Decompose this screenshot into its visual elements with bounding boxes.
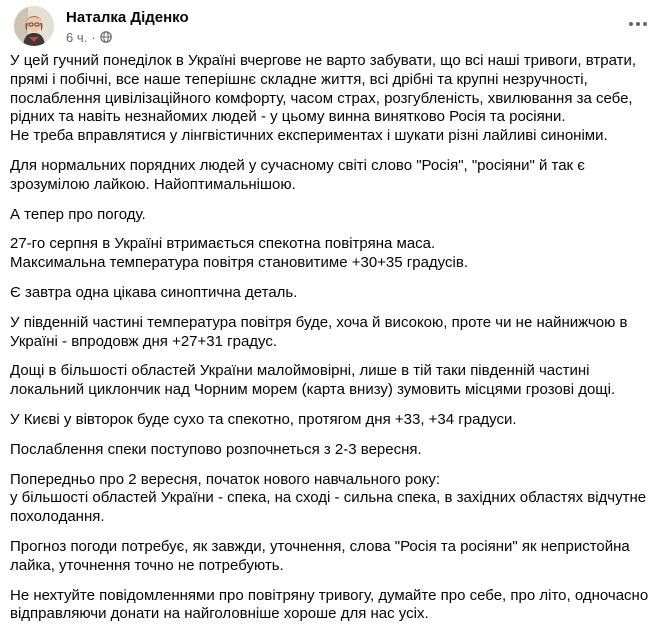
globe-icon[interactable] bbox=[100, 31, 112, 43]
post-text bbox=[10, 52, 658, 635]
paragraph bbox=[10, 538, 658, 576]
text-line: Попередньо про 2 вересня, початок нового навчального року: bbox=[10, 470, 441, 488]
text-line: Не треба вправлятися у лінгвістичних експериментах і шукати різні лайливі синоніми. bbox=[10, 127, 608, 145]
text-line: Україні - впродовж дня +27+31 градус. bbox=[10, 332, 278, 350]
paragraph bbox=[10, 157, 658, 195]
avatar[interactable] bbox=[14, 6, 54, 46]
paragraph bbox=[10, 411, 658, 430]
text-line: Є завтра одна цікава синоптична деталь. bbox=[10, 283, 298, 301]
text-line: рідних та навіть незнайомих людей - у цьому винна винятково Росія та росіяни. bbox=[10, 108, 566, 126]
text-line: похолодання. bbox=[10, 508, 105, 526]
text-line: Прогноз погоди потребує, як завжди, уточнення, слова "Росія та росіяни" як непристойна bbox=[10, 537, 630, 555]
paragraph bbox=[10, 314, 658, 352]
text-line: У південній частині температура повітря буде, хоча й високою, проте чи не найнижчою в bbox=[10, 313, 628, 331]
paragraph bbox=[10, 441, 658, 460]
paragraph bbox=[10, 52, 658, 146]
text-line: послаблення цивілізаційного комфорту, часом страх, розгубленість, хвилювання за себе, bbox=[10, 89, 633, 107]
paragraph bbox=[10, 235, 658, 273]
text-line: Не нехтуйте повідомленнями про повітряну тривогу, думайте про себе, про літо, одночасно bbox=[10, 586, 649, 604]
paragraph bbox=[10, 206, 658, 225]
text-line: відправляючи донати на найголовніше хороше для нас усіх. bbox=[10, 605, 429, 623]
more-options-icon[interactable] bbox=[622, 10, 654, 38]
text-line: 27-го серпня в Україні втримається спекотна повітряна маса. bbox=[10, 235, 436, 253]
text-line: локальний циклончик над Чорним морем (карта внизу) зумовить місцями грозові дощі. bbox=[10, 381, 616, 399]
text-line: Послаблення спеки поступово розпочнеться з 2-3 вересня. bbox=[10, 440, 422, 458]
paragraph bbox=[10, 587, 658, 625]
text-line: Максимальна температура повітря становитиме +30+35 градусів. bbox=[10, 254, 468, 272]
paragraph bbox=[10, 362, 658, 400]
post-timestamp[interactable]: 6 ч. bbox=[66, 29, 88, 45]
paragraph bbox=[10, 284, 658, 303]
text-line: У Києві у вівторок буде сухо та спекотно, протягом дня +33, +34 градуси. bbox=[10, 410, 517, 428]
text-line: У цей гучний понеділок в Україні вчергове не варто забувати, що всі наші тривоги, втрати, bbox=[10, 52, 637, 69]
text-line: прямі і побічні, все наше теперішнє складне життя, всі дрібні та крупні незручності, bbox=[10, 70, 588, 88]
meta-separator: · bbox=[91, 29, 96, 45]
text-line: Для нормальних порядних людей у сучасному світі слово "Росія", "росіяни" й так є bbox=[10, 156, 585, 174]
text-line: А тепер про погоду. bbox=[10, 205, 146, 223]
post-header bbox=[14, 6, 654, 46]
author-name[interactable]: Наталка Діденко bbox=[66, 9, 189, 26]
text-line: лайка, уточнення точно не потребують. bbox=[10, 556, 284, 574]
post-meta bbox=[66, 29, 112, 45]
avatar-photo-icon bbox=[14, 6, 54, 46]
text-line: зрозумілою лайкою. Найоптимальнішою. bbox=[10, 175, 296, 193]
text-line: у більшості областей України - спека, на сході - сильна спека, в західних областях відчутне bbox=[10, 489, 647, 507]
text-line: Дощі в більшості областей України малоймовірні, лише в тій таки південній частині bbox=[10, 362, 590, 380]
paragraph bbox=[10, 471, 658, 527]
